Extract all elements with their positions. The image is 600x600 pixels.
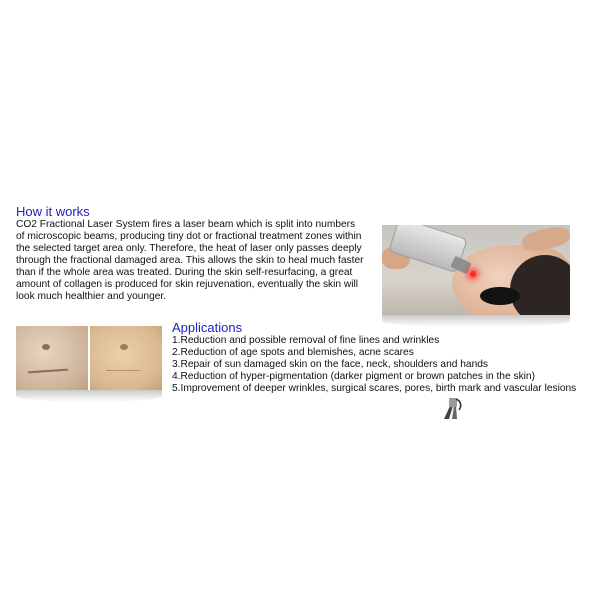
how-it-works-line: of microscopic beams, producing tiny dot or fractional treatment zones within <box>16 231 362 242</box>
laser-dot <box>470 271 476 277</box>
how-it-works-line: amount of collagen is produced for skin rejuvenation, eventually the skin will <box>16 279 359 290</box>
application-item: 3.Repair of sun damaged skin on the face, neck, shoulders and hands <box>172 359 489 370</box>
how-it-works-heading: How it works <box>16 204 90 219</box>
how-it-works-text <box>16 219 364 303</box>
laser-treatment-photo <box>382 225 570 315</box>
photo-reflection <box>382 315 570 327</box>
application-item: 5.Improvement of deeper wrinkles, surgical scares, pores, birth mark and vascular lesions <box>172 383 577 394</box>
how-it-works-line: through the fractional damaged area. This allows the skin to heal much faster <box>16 255 364 266</box>
before-after-skin-photo <box>16 326 162 390</box>
scar-mark <box>106 370 140 371</box>
application-item: 2.Reduction of age spots and blemishes, acne scares <box>172 347 414 358</box>
laser-device-icon <box>440 396 464 420</box>
after-photo <box>90 326 162 390</box>
protective-goggles <box>480 287 520 305</box>
before-photo <box>16 326 88 390</box>
application-item: 4.Reduction of hyper-pigmentation (darker pigment or brown patches in the skin) <box>172 371 535 382</box>
how-it-works-line: CO2 Fractional Laser System fires a laser beam which is split into numbers <box>16 219 356 230</box>
application-item: 1.Reduction and possible removal of fine lines and wrinkles <box>172 335 440 346</box>
navel-mark <box>120 344 128 350</box>
navel-mark <box>42 344 50 350</box>
how-it-works-line: look much healthier and younger. <box>16 291 167 302</box>
how-it-works-line: than if the whole area was treated. During the skin self-resurfacing, a great <box>16 267 353 278</box>
photo-reflection <box>16 390 162 402</box>
applications-heading: Applications <box>172 320 243 335</box>
how-it-works-line: the selected target area only. Therefore, the heat of laser only passes deeply <box>16 243 362 254</box>
applications-list <box>172 335 576 395</box>
